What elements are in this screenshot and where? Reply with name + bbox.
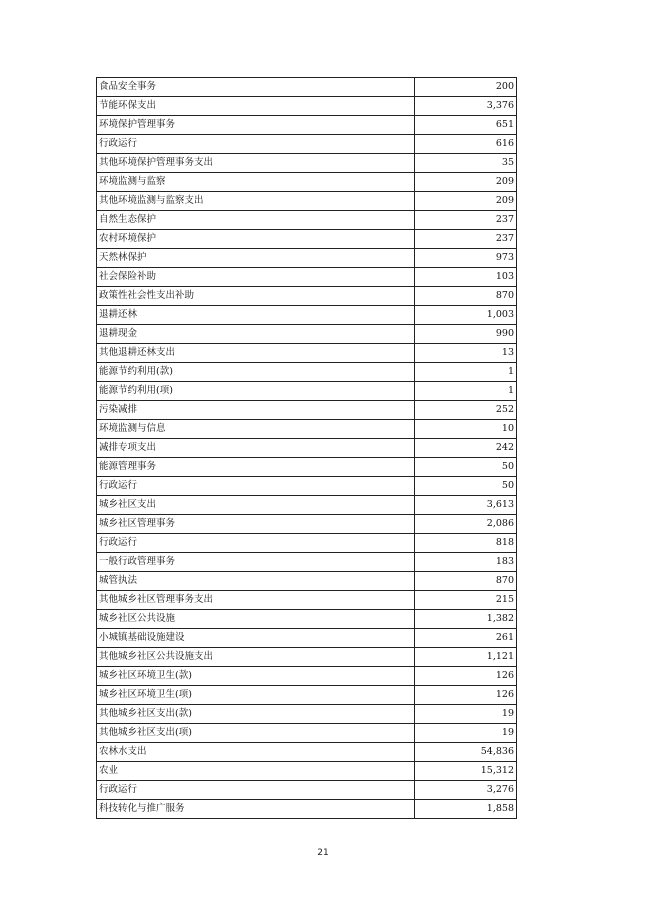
table-row — [97, 762, 517, 781]
item-amount-cell: 1,121 — [415, 648, 517, 667]
item-name-cell: 其他环境保护管理事务支出 — [97, 154, 415, 173]
table-row — [97, 743, 517, 762]
item-name-cell: 污染减排 — [97, 401, 415, 420]
table-row — [97, 382, 517, 401]
table-row — [97, 173, 517, 192]
table-row — [97, 401, 517, 420]
table-row — [97, 325, 517, 344]
table-row — [97, 515, 517, 534]
item-amount-cell: 19 — [415, 705, 517, 724]
budget-table — [96, 77, 517, 819]
item-amount-cell: 19 — [415, 724, 517, 743]
item-name-cell: 能源管理事务 — [97, 458, 415, 477]
table-row — [97, 705, 517, 724]
item-name-cell: 其他城乡社区支出(项) — [97, 724, 415, 743]
item-name-cell: 农村环境保护 — [97, 230, 415, 249]
table-row — [97, 724, 517, 743]
item-name-cell: 环境保护管理事务 — [97, 116, 415, 135]
item-amount-cell: 2,086 — [415, 515, 517, 534]
item-amount-cell: 237 — [415, 211, 517, 230]
table-row — [97, 306, 517, 325]
item-amount-cell: 1,382 — [415, 610, 517, 629]
table-row — [97, 477, 517, 496]
table-row — [97, 344, 517, 363]
page-number: 21 — [317, 848, 329, 858]
item-amount-cell: 3,376 — [415, 97, 517, 116]
table-row — [97, 420, 517, 439]
item-amount-cell: 50 — [415, 458, 517, 477]
table-row — [97, 78, 517, 97]
item-amount-cell: 183 — [415, 553, 517, 572]
item-name-cell: 其他城乡社区公共设施支出 — [97, 648, 415, 667]
table-row — [97, 192, 517, 211]
item-amount-cell: 990 — [415, 325, 517, 344]
item-amount-cell: 15,312 — [415, 762, 517, 781]
item-name-cell: 其他环境监测与监察支出 — [97, 192, 415, 211]
table-row — [97, 458, 517, 477]
item-name-cell: 环境监测与信息 — [97, 420, 415, 439]
item-amount-cell: 54,836 — [415, 743, 517, 762]
item-name-cell: 农业 — [97, 762, 415, 781]
item-amount-cell: 616 — [415, 135, 517, 154]
item-name-cell: 其他城乡社区管理事务支出 — [97, 591, 415, 610]
item-name-cell: 社会保险补助 — [97, 268, 415, 287]
item-name-cell: 环境监测与监察 — [97, 173, 415, 192]
item-name-cell: 一般行政管理事务 — [97, 553, 415, 572]
table-row — [97, 249, 517, 268]
item-amount-cell: 200 — [415, 78, 517, 97]
item-amount-cell: 651 — [415, 116, 517, 135]
item-name-cell: 科技转化与推广服务 — [97, 800, 415, 819]
item-amount-cell: 870 — [415, 572, 517, 591]
item-amount-cell: 126 — [415, 667, 517, 686]
item-amount-cell: 237 — [415, 230, 517, 249]
item-name-cell: 减排专项支出 — [97, 439, 415, 458]
item-name-cell: 行政运行 — [97, 135, 415, 154]
item-name-cell: 行政运行 — [97, 534, 415, 553]
table-row — [97, 781, 517, 800]
item-name-cell: 自然生态保护 — [97, 211, 415, 230]
item-name-cell: 天然林保护 — [97, 249, 415, 268]
item-amount-cell: 1 — [415, 382, 517, 401]
item-name-cell: 城乡社区公共设施 — [97, 610, 415, 629]
item-amount-cell: 13 — [415, 344, 517, 363]
table-row — [97, 572, 517, 591]
table-row — [97, 154, 517, 173]
item-name-cell: 行政运行 — [97, 781, 415, 800]
item-amount-cell: 252 — [415, 401, 517, 420]
table-row — [97, 116, 517, 135]
item-name-cell: 政策性社会性支出补助 — [97, 287, 415, 306]
item-name-cell: 农林水支出 — [97, 743, 415, 762]
table-row — [97, 667, 517, 686]
item-name-cell: 城乡社区支出 — [97, 496, 415, 515]
table-row — [97, 97, 517, 116]
item-name-cell: 城乡社区环境卫生(款) — [97, 667, 415, 686]
budget-table-body — [97, 78, 517, 819]
table-row — [97, 553, 517, 572]
table-row — [97, 534, 517, 553]
item-name-cell: 行政运行 — [97, 477, 415, 496]
item-name-cell: 其他退耕还林支出 — [97, 344, 415, 363]
item-name-cell: 退耕现金 — [97, 325, 415, 344]
table-row — [97, 686, 517, 705]
item-name-cell: 小城镇基础设施建设 — [97, 629, 415, 648]
item-name-cell: 能源节约利用(款) — [97, 363, 415, 382]
table-row — [97, 610, 517, 629]
table-row — [97, 800, 517, 819]
table-row — [97, 230, 517, 249]
item-amount-cell: 261 — [415, 629, 517, 648]
item-amount-cell: 1,003 — [415, 306, 517, 325]
item-amount-cell: 242 — [415, 439, 517, 458]
item-name-cell: 能源节约利用(项) — [97, 382, 415, 401]
table-row — [97, 629, 517, 648]
item-amount-cell: 1 — [415, 363, 517, 382]
item-name-cell: 节能环保支出 — [97, 97, 415, 116]
item-name-cell: 城乡社区管理事务 — [97, 515, 415, 534]
table-row — [97, 363, 517, 382]
table-row — [97, 648, 517, 667]
item-name-cell: 其他城乡社区支出(款) — [97, 705, 415, 724]
item-amount-cell: 215 — [415, 591, 517, 610]
item-amount-cell: 3,276 — [415, 781, 517, 800]
item-name-cell: 食品安全事务 — [97, 78, 415, 97]
table-row — [97, 135, 517, 154]
item-name-cell: 退耕还林 — [97, 306, 415, 325]
item-name-cell: 城乡社区环境卫生(项) — [97, 686, 415, 705]
table-row — [97, 211, 517, 230]
item-amount-cell: 10 — [415, 420, 517, 439]
item-amount-cell: 126 — [415, 686, 517, 705]
item-amount-cell: 209 — [415, 173, 517, 192]
item-amount-cell: 973 — [415, 249, 517, 268]
table-row — [97, 591, 517, 610]
table-row — [97, 439, 517, 458]
item-amount-cell: 35 — [415, 154, 517, 173]
item-amount-cell: 103 — [415, 268, 517, 287]
item-amount-cell: 209 — [415, 192, 517, 211]
item-amount-cell: 1,858 — [415, 800, 517, 819]
item-amount-cell: 50 — [415, 477, 517, 496]
table-row — [97, 496, 517, 515]
item-amount-cell: 3,613 — [415, 496, 517, 515]
item-amount-cell: 870 — [415, 287, 517, 306]
item-name-cell: 城管执法 — [97, 572, 415, 591]
table-row — [97, 287, 517, 306]
item-amount-cell: 818 — [415, 534, 517, 553]
table-row — [97, 268, 517, 287]
